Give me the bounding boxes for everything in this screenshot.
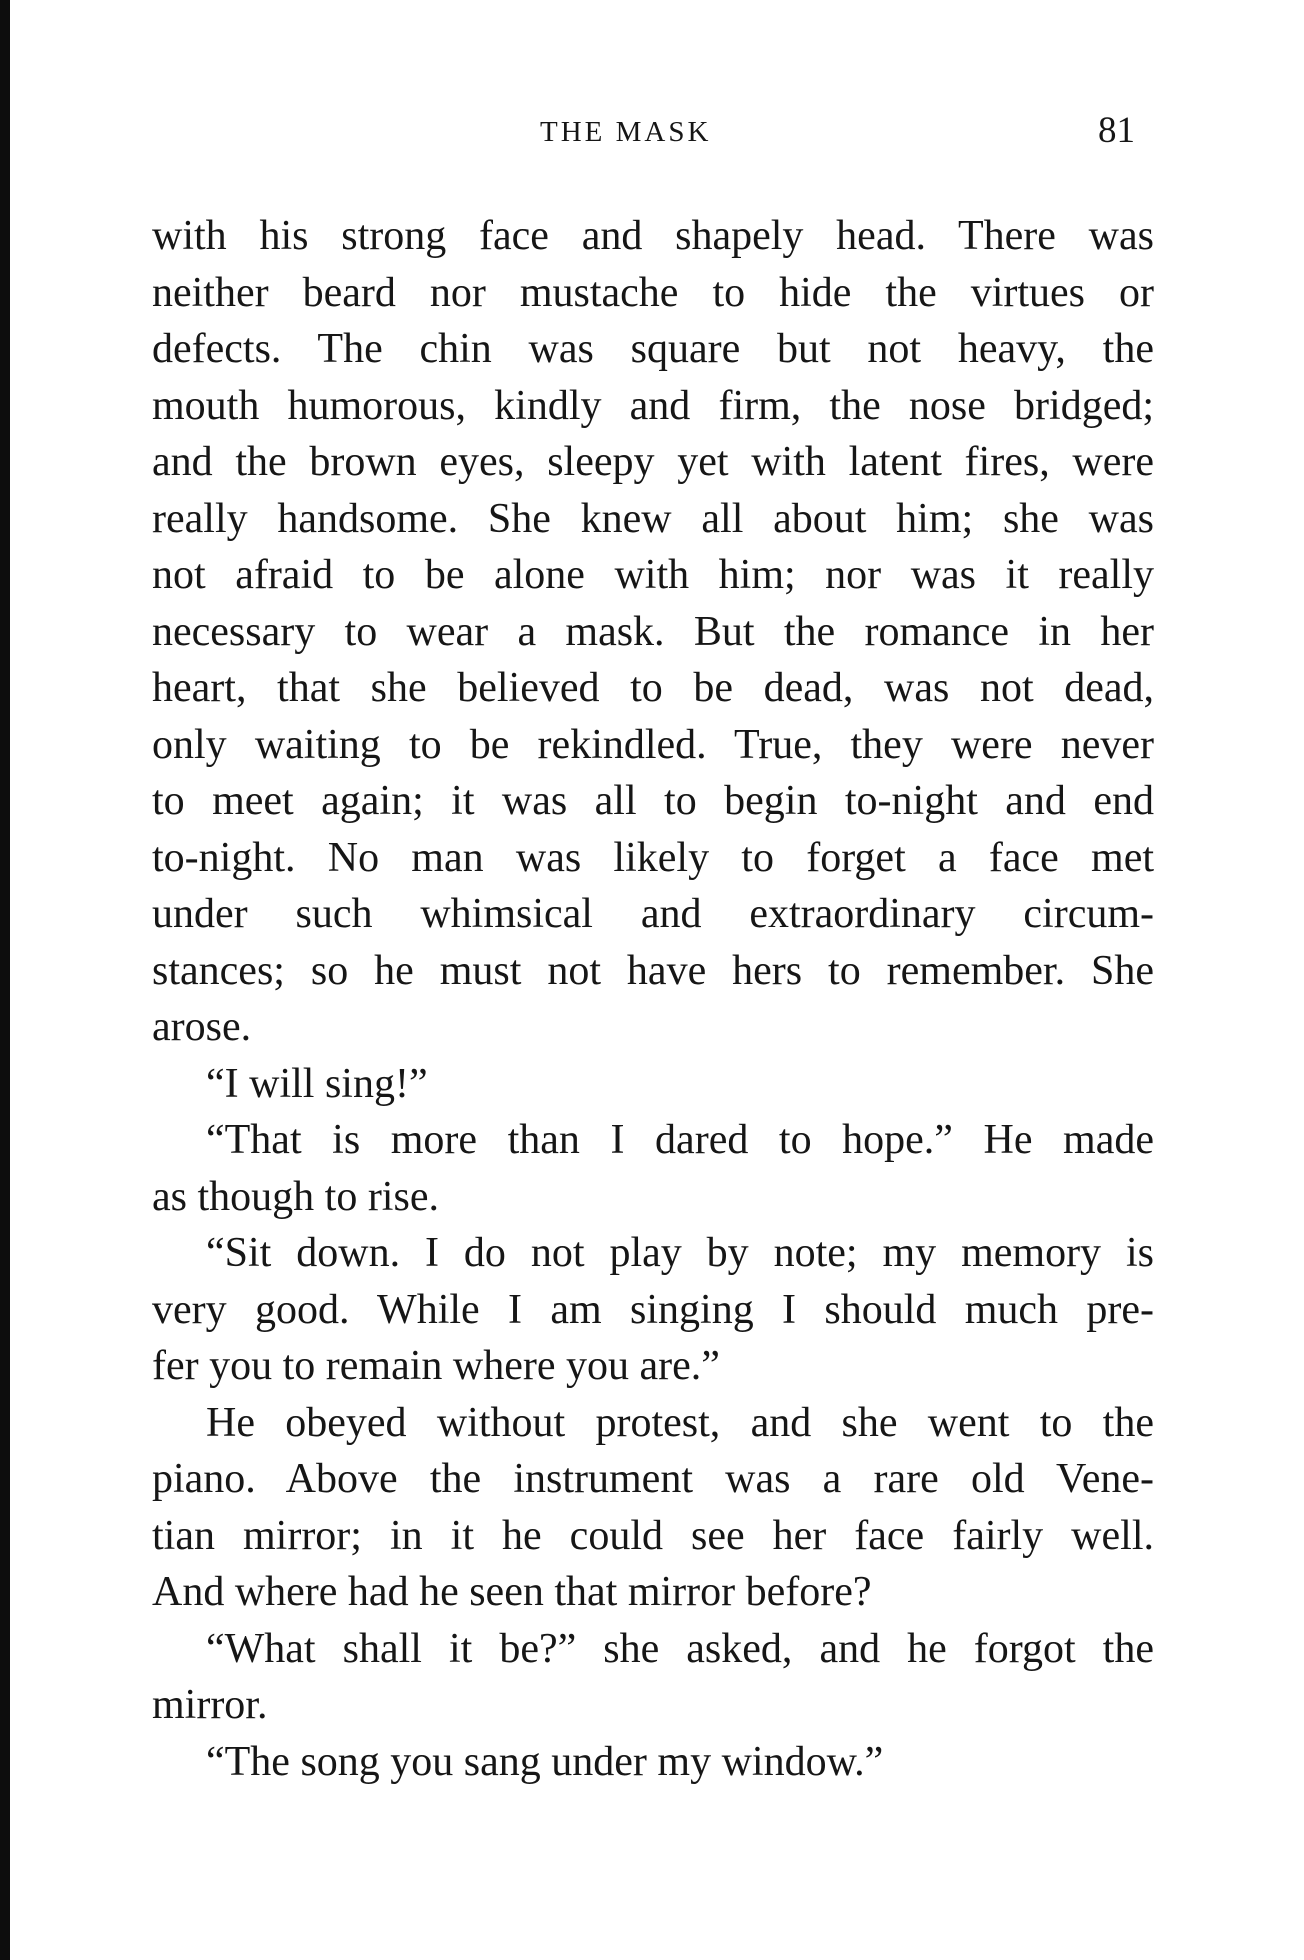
text-line: defects. The chin was square but not heavy, the — [152, 326, 1154, 372]
dialogue-line: “The song you sang under my window.” — [206, 1738, 884, 1785]
text-line: only waiting to be rekindled. True, they were never — [152, 721, 1154, 768]
text-line: heart, that she believed to be dead, was not dead, — [152, 665, 1154, 711]
text-line: mirror. — [152, 1682, 268, 1728]
text-line: stances; so he must not have hers to remember. She — [152, 947, 1154, 994]
text-line: as though to rise. — [152, 1173, 439, 1220]
text-line: arose. — [152, 1004, 252, 1050]
text-line: necessary to wear a mask. But the romance in her — [152, 608, 1154, 655]
text-line: neither beard nor mustache to hide the virtues or — [152, 269, 1154, 316]
dialogue-line: “What shall it be?” she asked, and he forgot the — [206, 1625, 1154, 1672]
text-line: not afraid to be alone with him; nor was it really — [152, 552, 1154, 598]
text-line: under such whimsical and extraordinary circum- — [152, 891, 1154, 937]
text-line: piano. Above the instrument was a rare old Vene- — [152, 1456, 1154, 1502]
text-line: tian mirror; in it he could see her face fairly well. — [152, 1512, 1154, 1559]
running-head: THE MASK — [540, 116, 712, 148]
text-line: to-night. No man was likely to forget a face met — [152, 834, 1154, 881]
text-line: with his strong face and shapely head. There was — [152, 213, 1154, 259]
text-line: really handsome. She knew all about him; she was — [152, 495, 1154, 542]
text-line: to meet again; it was all to begin to-night and end — [152, 778, 1154, 824]
text-line: fer you to remain where you are.” — [152, 1343, 720, 1389]
text-line: and the brown eyes, sleepy yet with latent fires, were — [152, 439, 1154, 485]
text-line: mouth humorous, kindly and firm, the nose bridged; — [152, 382, 1154, 429]
dialogue-line: “That is more than I dared to hope.” He made — [206, 1117, 1154, 1163]
paragraph-start-line: He obeyed without protest, and she went to the — [206, 1399, 1154, 1446]
text-line: very good. While I am singing I should much pre- — [152, 1286, 1154, 1333]
body-text — [152, 208, 1154, 1790]
text-line: And where had he seen that mirror before? — [152, 1569, 872, 1615]
page-number: 81 — [1098, 110, 1135, 151]
page-scan-edge — [0, 0, 10, 1960]
dialogue-line: “I will sing!” — [206, 1060, 428, 1107]
dialogue-line: “Sit down. I do not play by note; my memory is — [206, 1230, 1154, 1276]
